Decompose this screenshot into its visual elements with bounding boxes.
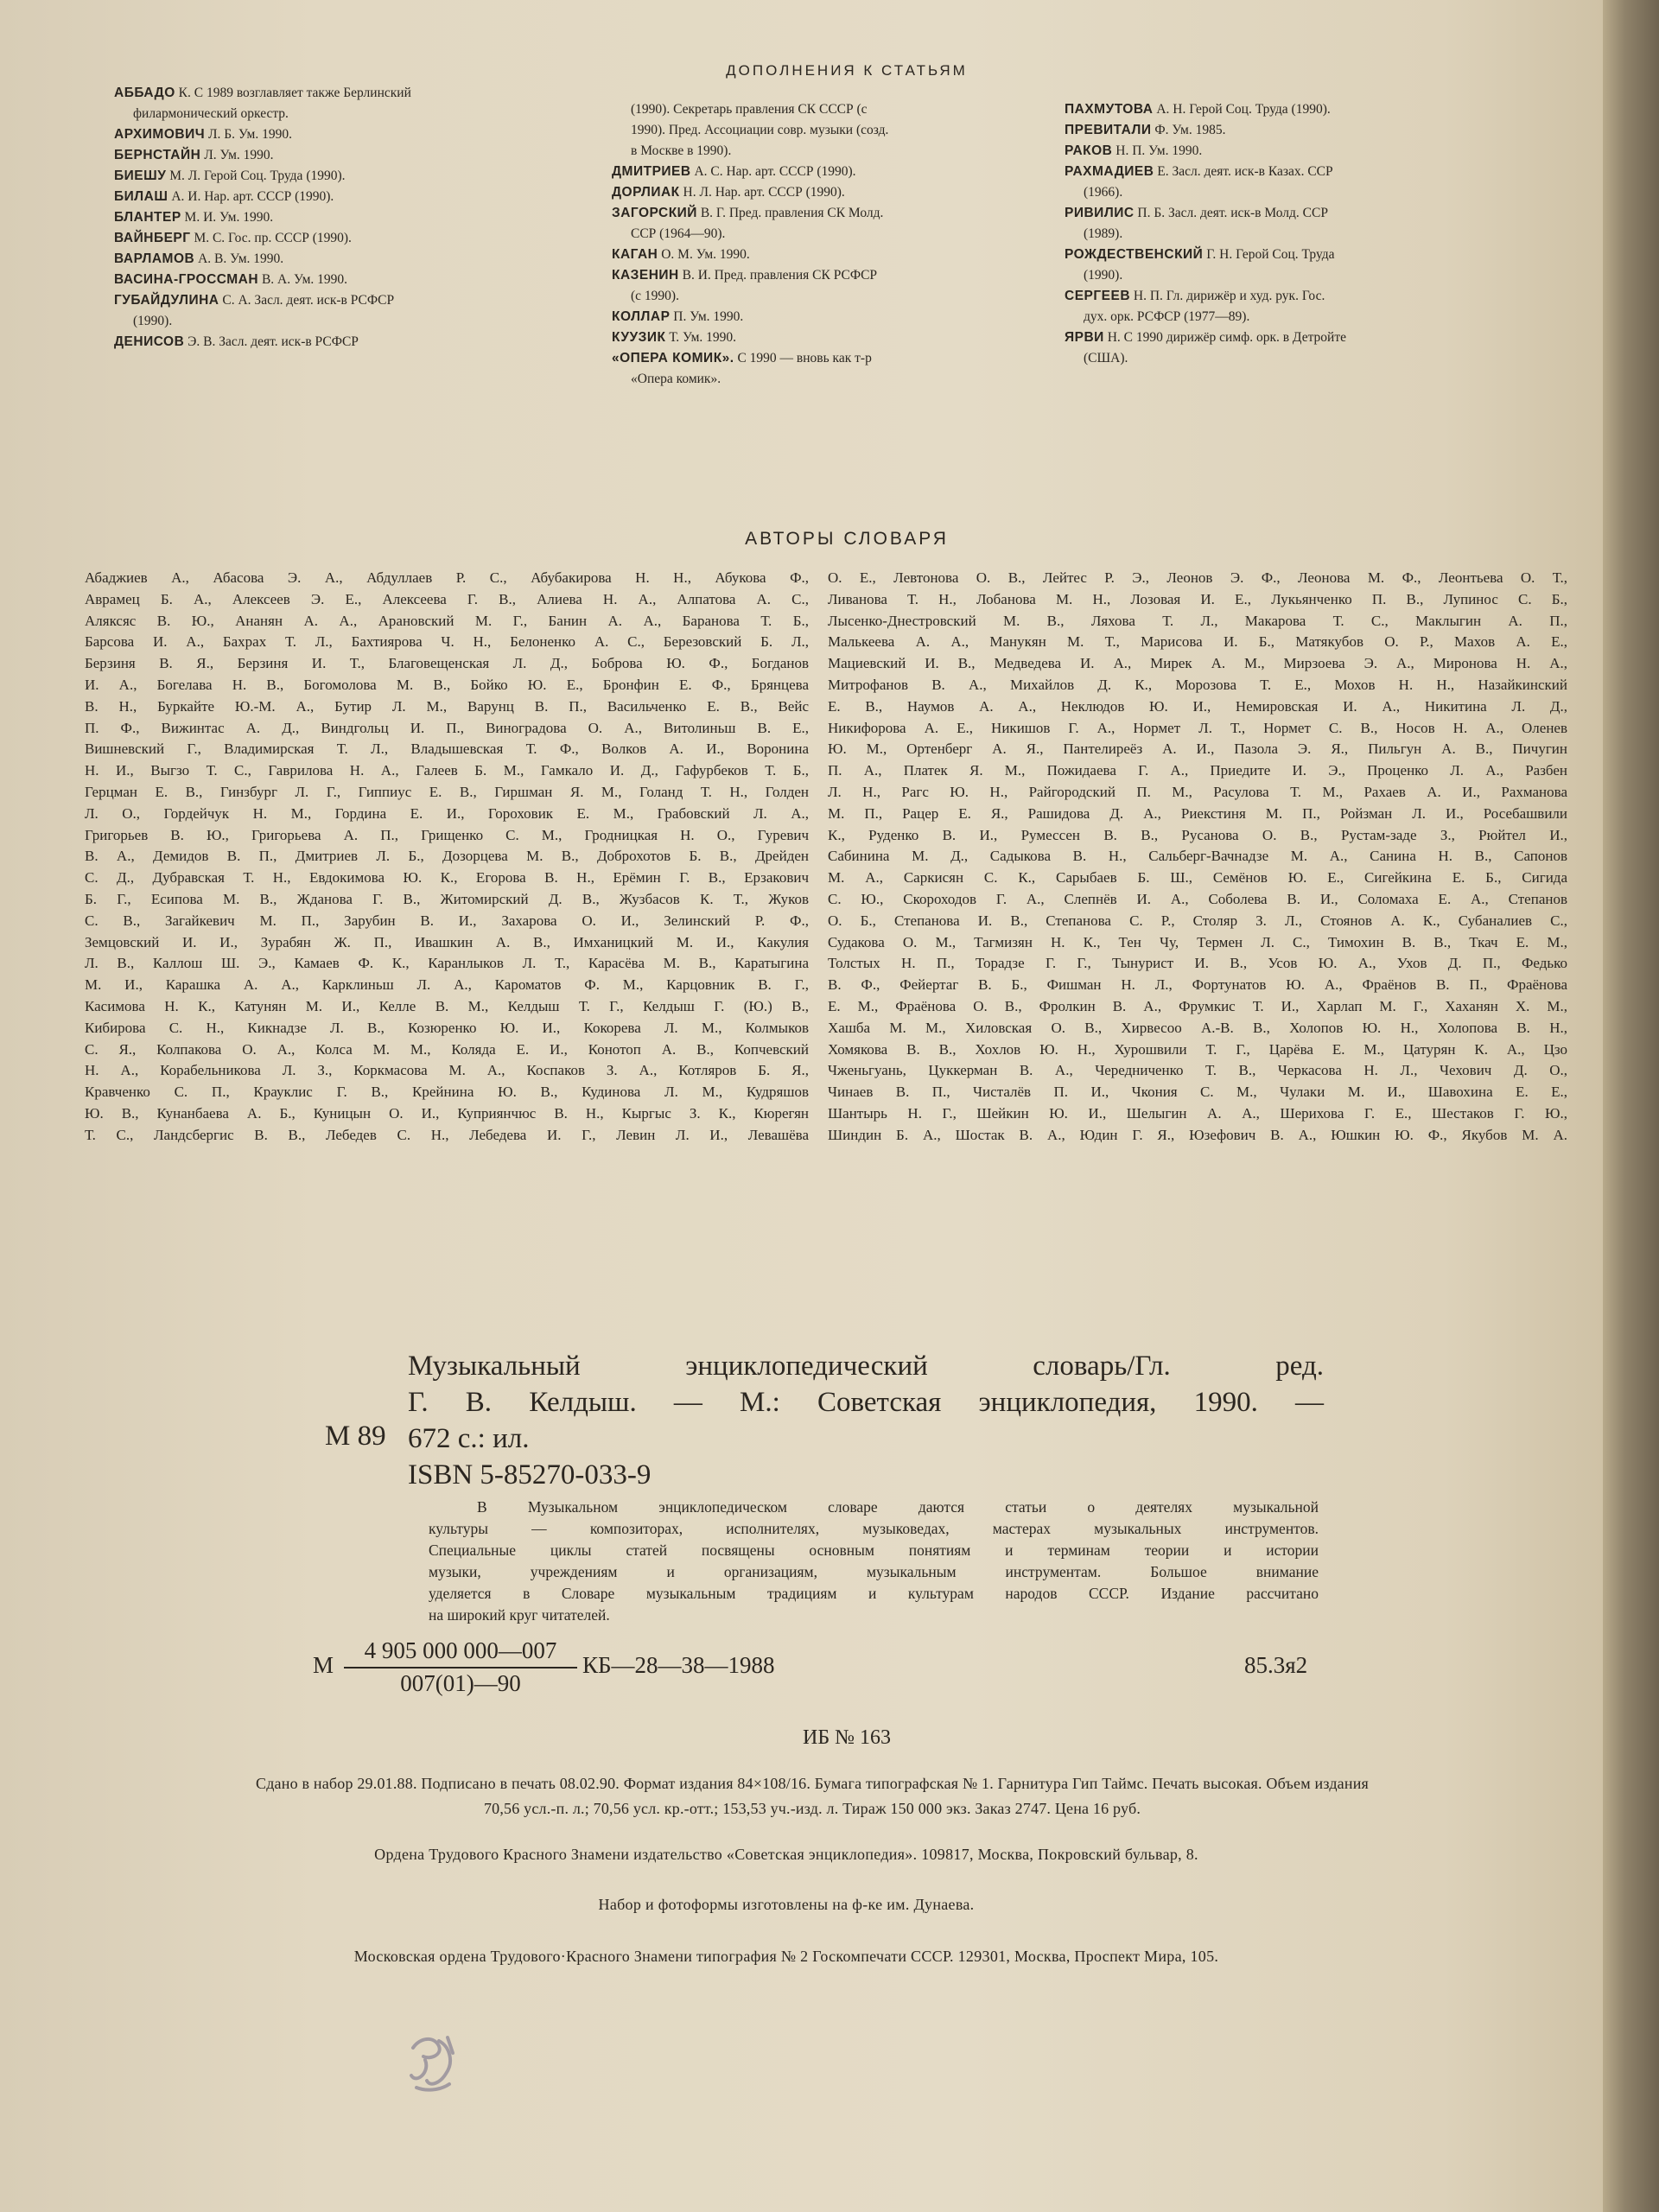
entry-text: М. И. Ум. 1990. <box>184 210 274 225</box>
entry-text: Н. П. Ум. 1990. <box>1116 143 1203 158</box>
addition-entry <box>1065 162 1531 182</box>
entry-text: А. И. Нар. арт. СССР (1990). <box>171 189 334 204</box>
entry-text: Е. Засл. деят. иск-в Казах. ССР <box>1157 164 1333 179</box>
entry-headword: РАХМАДИЕВ <box>1065 164 1154 179</box>
entry-headword: ЯРВИ <box>1065 330 1104 345</box>
additions-title: ДОПОЛНЕНИЯ К СТАТЬЯМ <box>726 62 968 79</box>
entry-text: А. Н. Герой Соц. Труда (1990). <box>1156 102 1331 117</box>
entry-text: (1990). Секретарь правления СК СССР (с <box>631 102 868 117</box>
addition-entry <box>612 182 1052 203</box>
author-line: П. Ф., Вижинтас А. Д., Виндгольц И. П., Виноградова О. А., Витолиньш В. Е., <box>85 719 809 736</box>
annotation-line: на широкий круг читателей. <box>429 1606 610 1624</box>
catalog-line: 672 с.: ил. <box>408 1423 530 1454</box>
entry-headword: РИВИЛИС <box>1065 206 1135 220</box>
ib-number: ИБ № 163 <box>802 1726 891 1749</box>
entry-text: В. Г. Пред. правления СК Молд. <box>700 206 884 220</box>
annotation-line: Специальные циклы статей посвящены основным понятиям и терминам теории и истории <box>429 1541 1319 1559</box>
entry-text: (1966). <box>1084 185 1123 200</box>
author-line: Чинаев В. П., Чисталёв П. И., Чкония С. М., Чулаки М. И., Шавохина Е. Е., <box>828 1084 1567 1101</box>
authors-title: АВТОРЫ СЛОВАРЯ <box>745 529 949 549</box>
entry-text: Г. Н. Герой Соц. Труда <box>1206 247 1335 262</box>
author-line: Ю. В., Кунанбаева А. Б., Куницын О. И., Куприянчюс В. Н., Кыргыс З. К., Кюрегян <box>85 1104 809 1122</box>
entry-text: В. И. Пред. правления СК РСФСР <box>682 268 878 283</box>
entry-text: (1989). <box>1084 226 1123 241</box>
author-line: Б. Г., Есипова М. В., Жданова Г. В., Житомирский Д. В., Жузбасов К. Т., Жуков <box>85 890 809 907</box>
addition-entry <box>612 141 1052 162</box>
author-line: Касимова Н. К., Катунян М. И., Келле В. М., Келдыш Т. Г., Келдыш Г. (Ю.) В., <box>85 997 809 1014</box>
entry-text: А. С. Нар. арт. СССР (1990). <box>694 164 856 179</box>
printer-line: Московская ордена Трудового·Красного Знамени типография № 2 Госкомпечати СССР. 129301, Москва, Проспект Мира, 105. <box>353 1948 1219 1965</box>
author-line: Е. М., Фраёнова О. В., Фролкин В. А., Фрумкис Т. И., Харлап М. Г., Хаханян Х. М., <box>828 997 1567 1014</box>
entry-text: «Опера комик». <box>631 372 721 386</box>
ink-stamp-mark <box>404 2031 461 2094</box>
addition-entry <box>612 307 1052 327</box>
fraction-denominator: 007(01)—90 <box>400 1670 521 1696</box>
addition-entry <box>612 327 1052 348</box>
addition-entry <box>612 245 1052 265</box>
entry-headword: ДМИТРИЕВ <box>612 164 691 179</box>
additions-column-1 <box>114 83 598 353</box>
author-line: Малькеева А. А., Манукян М. Т., Марисова И. Б., Матякубов О. Р., Махов А. Е., <box>828 633 1567 651</box>
entry-headword: ВАРЛАМОВ <box>114 251 195 266</box>
author-line: Кибирова С. Н., Кикнадзе Л. В., Козюренко Ю. И., Кокорева Л. М., Колмыков <box>85 1019 809 1036</box>
entry-text: В. А. Ум. 1990. <box>261 272 348 287</box>
author-line: Шантырь Н. Г., Шейкин Ю. И., Шелыгин А. А., Шерихова Г. Е., Шестаков Г. Ю., <box>828 1104 1567 1122</box>
annotation-line: музыки, учреждениям и организациям, музыкальным инструментам. Большое внимание <box>429 1563 1319 1580</box>
annotation <box>429 1497 1319 1626</box>
author-line: Е. В., Наумов А. А., Неклюдов Ю. И., Немировская И. А., Никитина Л. Д., <box>828 697 1567 715</box>
addition-entry <box>114 207 598 228</box>
entry-headword: АББАДО <box>114 86 175 100</box>
entry-text: П. Б. Засл. деят. иск-в Молд. ССР <box>1137 206 1328 220</box>
author-line: Григорьев В. Ю., Григорьева А. П., Грищенко С. М., Гродницкая Н. О., Гуревич <box>85 826 809 843</box>
entry-headword: АРХИМОВИЧ <box>114 127 206 142</box>
author-line: Л. В., Каллош Ш. Э., Камаев Ф. К., Каранлыков Л. Т., Карасёва М. В., Каратыгина <box>85 955 809 972</box>
addition-entry <box>612 120 1052 141</box>
author-line: Ю. М., Ортенберг А. Я., Пантелиреёз А. И., Пазола Э. Я., Пильгун А. В., Пичугин <box>828 741 1567 758</box>
entry-text: 1990). Пред. Ассоциации совр. музыки (созд. <box>631 123 889 137</box>
entry-headword: БЕРНСТАЙН <box>114 148 201 162</box>
author-line: Мациевский И. В., Медведева И. А., Мирек А. М., Мирзоева Э. А., Миронова Н. А., <box>828 655 1567 672</box>
author-line: Герцман Е. В., Гинзбург Л. Г., Гиппиус Е. В., Гиршман Я. М., Голанд Т. Н., Голден <box>85 783 809 800</box>
classification-code: 85.3я2 <box>1244 1652 1308 1678</box>
author-line: Никифорова А. Е., Никишов Г. А., Нормет Л. Т., Нормет С. В., Носов Н. А., Оленев <box>828 719 1567 736</box>
entry-headword: РОЖДЕСТВЕНСКИЙ <box>1065 247 1204 262</box>
index-fraction <box>344 1636 577 1698</box>
entry-text: (1990). <box>1084 268 1123 283</box>
entry-text: Н. С 1990 дирижёр симф. орк. в Детройте <box>1107 330 1346 345</box>
entry-text: Л. Ум. 1990. <box>204 148 274 162</box>
addition-entry <box>612 203 1052 224</box>
entry-text: К. С 1989 возглавляет также Берлинский <box>178 86 411 100</box>
author-line: О. Е., Левтонова О. В., Лейтес Р. Э., Леонов Э. Ф., Леонова М. Ф., Леонтьева О. Т., <box>828 569 1567 586</box>
annotation-line: уделяется в Словаре музыкальным традициям и культурам народов СССР. Издание рассчитано <box>429 1585 1319 1602</box>
entry-headword: БЛАНТЕР <box>114 210 181 225</box>
author-line: И. А., Богелава Н. В., Богомолова М. В., Бойко Ю. Е., Бронфин Е. Ф., Брянцева <box>85 676 809 693</box>
addition-entry <box>114 166 598 187</box>
addition-entry <box>114 228 598 249</box>
fraction-numerator: 4 905 000 000—007 <box>344 1636 577 1669</box>
entry-headword: КАГАН <box>612 247 658 262</box>
entry-text: П. Ум. 1990. <box>673 309 744 324</box>
author-line: Толстых Н. П., Торадзе Г. Г., Тынурист И. В., Усов Ю. А., Ухов Д. П., Федько <box>828 955 1567 972</box>
addition-entry <box>612 348 1052 369</box>
author-line: Хашба М. М., Хиловская О. В., Хирвесоо А.-В. В., Холопов Ю. Н., Холопова В. Н., <box>828 1019 1567 1036</box>
entry-headword: ПРЕВИТАЛИ <box>1065 123 1152 137</box>
catalog-code: М 89 <box>325 1421 386 1452</box>
author-line: Судакова О. М., Тагмизян Н. К., Тен Чу, Термен Л. С., Тимохин В. В., Ткач Е. М., <box>828 933 1567 950</box>
addition-entry <box>612 369 1052 390</box>
author-line: О. Б., Степанова И. В., Степанова С. Р., Столяр З. Л., Стоянов А. К., Субаналиев С., <box>828 912 1567 929</box>
entry-headword: ЗАГОРСКИЙ <box>612 206 697 220</box>
entry-text: М. Л. Герой Соц. Труда (1990). <box>169 168 346 183</box>
addition-entry <box>114 332 598 353</box>
authors-column-right <box>828 568 1567 1147</box>
addition-entry <box>114 270 598 290</box>
author-line: М. И., Карашка А. А., Карклиньш Л. А., Кароматов Ф. М., Карцовник В. Г., <box>85 976 809 994</box>
author-line: Митрофанов В. А., Михайлов Д. К., Морозова Т. Е., Мохов Н. Н., Назайкинский <box>828 676 1567 693</box>
entry-text: Н. П. Гл. дирижёр и худ. рук. Гос. <box>1133 289 1325 303</box>
author-line: В. Н., Буркайте Ю.-М. А., Бутир Л. М., Варунц В. П., Васильченко Е. В., Вейс <box>85 697 809 715</box>
authors-column-left <box>85 568 809 1147</box>
addition-entry <box>1065 245 1531 265</box>
author-line: Кравченко С. П., Крауклис Г. В., Крейнина Ю. В., Кудинова Л. М., Кудряшов <box>85 1084 809 1101</box>
entry-headword: КУУЗИК <box>612 330 666 345</box>
entry-headword: «ОПЕРА КОМИК». <box>612 351 734 365</box>
entry-text: М. С. Гос. пр. СССР (1990). <box>194 231 352 245</box>
publisher-line: Ордена Трудового Красного Знамени издательство «Советская энциклопедия». 109817, Москва, Покровский бульвар, 8. <box>374 1846 1198 1863</box>
addition-entry <box>1065 99 1531 120</box>
entry-text: С. А. Засл. деят. иск-в РСФСР <box>222 293 395 308</box>
author-line: Хомякова В. В., Хохлов Ю. Н., Хурошвили Т. Г., Царёва Е. М., Цатурян К. А., Цзо <box>828 1040 1567 1058</box>
author-line: С. Д., Дубравская Т. Н., Евдокимова Ю. К., Егорова В. Н., Ерёмин Г. В., Ерзакович <box>85 869 809 887</box>
addition-entry <box>1065 203 1531 224</box>
annotation-line: культуры — композиторах, исполнителях, музыковедах, мастерах музыкальных инструментов. <box>429 1520 1319 1537</box>
entry-headword: БИЛАШ <box>114 189 168 204</box>
author-line: Т. С., Ландсбергис В. В., Лебедев С. Н., Лебедева И. Г., Левин Л. И., Левашёва <box>85 1126 809 1143</box>
entry-headword: ДОРЛИАК <box>612 185 680 200</box>
author-line: Чженьгуань, Цуккерман В. А., Чередниченко Т. В., Черкасова Н. Л., Чехович Д. О., <box>828 1062 1567 1079</box>
catalog-line: Г. В. Келдыш. — М.: Советская энциклопедия, 1990. — <box>408 1387 1324 1418</box>
addition-entry <box>114 104 598 124</box>
entry-headword: КОЛЛАР <box>612 309 671 324</box>
author-line: Сабинина М. Д., Садыкова В. Н., Сальберг-Вачнадзе М. А., Санина Н. В., Сапонов <box>828 848 1567 865</box>
author-line: Лысенко-Днестровский М. В., Ляхова Т. Л., Макарова Т. С., Маклыгин А. П., <box>828 612 1567 629</box>
author-line: Шиндин Б. А., Шостак В. А., Юдин Г. Я., Юзефович В. А., Юшкин Ю. Ф., Якубов М. А. <box>828 1126 1567 1143</box>
author-line: Абаджиев А., Абасова Э. А., Абдуллаев Р. С., Абубакирова Н. Н., Абукова Ф., <box>85 569 809 586</box>
author-line: В. Ф., Фейертаг В. Б., Фишман Н. Л., Фортунатов Ю. А., Фраёнов В. П., Фраёнова <box>828 976 1567 994</box>
author-line: Берзиня В. Я., Берзиня И. Т., Благовещенская Л. Д., Боброва Ю. Ф., Богданов <box>85 655 809 672</box>
typesetting-line: Набор и фотоформы изготовлены на ф-ке им. Дунаева. <box>598 1896 975 1913</box>
entry-text: (с 1990). <box>631 289 679 303</box>
entry-headword: ВАСИНА-ГРОССМАН <box>114 272 259 287</box>
entry-headword: РАКОВ <box>1065 143 1113 158</box>
entry-text: О. М. Ум. 1990. <box>661 247 750 262</box>
catalog-line: ISBN 5-85270-033-9 <box>408 1459 652 1491</box>
addition-entry <box>1065 224 1531 245</box>
catalog-line: Музыкальный энциклопедический словарь/Гл. ред. <box>408 1351 1324 1382</box>
kb-code: КБ—28—38—1988 <box>582 1652 775 1678</box>
author-line: Аврамец Б. А., Алексеев Э. Е., Алексеева Г. В., Алиева Н. А., Алпатова А. С., <box>85 590 809 607</box>
addition-entry <box>1065 286 1531 307</box>
entry-text: ССР (1964—90). <box>631 226 726 241</box>
addition-entry <box>114 145 598 166</box>
entry-text: А. В. Ум. 1990. <box>198 251 284 266</box>
author-line: Земцовский И. И., Зурабян Ж. П., Ивашкин А. В., Имханицкий М. И., Какулия <box>85 933 809 950</box>
author-line: С. Я., Колпакова О. А., Колса М. М., Коляда Е. И., Конотоп А. В., Копчевский <box>85 1040 809 1058</box>
entry-text: Т. Ум. 1990. <box>669 330 737 345</box>
addition-entry <box>114 187 598 207</box>
author-line: Ливанова Т. Н., Лобанова М. Н., Лозовая И. Е., Лукьянченко П. В., Лупинос С. Б., <box>828 590 1567 607</box>
additions-column-2 <box>612 99 1052 390</box>
author-line: В. А., Демидов В. П., Дмитриев Л. Б., Дозорцева М. В., Доброхотов Б. В., Дрейден <box>85 848 809 865</box>
addition-entry <box>114 124 598 145</box>
entry-headword: ВАЙНБЕРГ <box>114 231 191 245</box>
addition-entry <box>612 162 1052 182</box>
index-letter: М <box>313 1652 334 1678</box>
entry-headword: ПАХМУТОВА <box>1065 102 1154 117</box>
entry-headword: ДЕНИСОВ <box>114 334 185 349</box>
author-line: Н. А., Корабельникова Л. З., Коркмасова М. А., Коспаков З. А., Котляров Б. Я., <box>85 1062 809 1079</box>
additions-column-3 <box>1065 99 1531 369</box>
addition-entry <box>612 224 1052 245</box>
addition-entry <box>1065 265 1531 286</box>
author-line: Аляксяс В. Ю., Ананян А. А., Арановский М. Г., Банин А. А., Баранова Т. Б., <box>85 612 809 629</box>
entry-text: в Москве в 1990). <box>631 143 732 158</box>
author-line: Н. И., Выгзо Т. С., Гаврилова Н. А., Галеев Б. М., Гамкало И. Д., Гафурбеков Т. Б., <box>85 762 809 779</box>
entry-text: С 1990 — вновь как т-р <box>737 351 872 365</box>
entry-text: (1990). <box>133 314 173 328</box>
entry-text: Э. В. Засл. деят. иск-в РСФСР <box>188 334 359 349</box>
imprint-line: 70,56 усл.-п. л.; 70,56 усл. кр.-отт.; 153,53 уч.-изд. л. Тираж 150 000 экз. Заказ 2747. Цена 16 руб. <box>483 1800 1141 1817</box>
entry-text: Ф. Ум. 1985. <box>1154 123 1226 137</box>
entry-text: (США). <box>1084 351 1128 365</box>
catalog-entry <box>408 1348 1324 1493</box>
author-line: П. А., Платек Я. М., Пожидаева Г. А., Приедите И. Э., Проценко Л. А., Разбен <box>828 762 1567 779</box>
author-line: Барсова И. А., Бахрах Т. Л., Бахтиярова Ч. Н., Белоненко А. С., Березовский Б. Л., <box>85 633 809 651</box>
author-line: Л. О., Гордейчук Н. М., Гордина Е. И., Гороховик Е. М., Грабовский Л. А., <box>85 804 809 822</box>
entry-headword: ГУБАЙДУЛИНА <box>114 293 219 308</box>
author-line: С. Ю., Скороходов Г. А., Слепнёв И. А., Соболева В. И., Соломаха Е. А., Степанов <box>828 890 1567 907</box>
addition-entry <box>612 265 1052 286</box>
addition-entry <box>114 249 598 270</box>
addition-entry <box>1065 348 1531 369</box>
entry-headword: КАЗЕНИН <box>612 268 679 283</box>
entry-text: Н. Л. Нар. арт. СССР (1990). <box>683 185 845 200</box>
addition-entry <box>1065 120 1531 141</box>
addition-entry <box>1065 327 1531 348</box>
annotation-line: В Музыкальном энциклопедическом словаре даются статьи о деятелях музыкальной <box>477 1498 1319 1516</box>
addition-entry <box>1065 141 1531 162</box>
imprint-details <box>17 1771 1603 1821</box>
entry-text: Л. Б. Ум. 1990. <box>208 127 292 142</box>
entry-headword: СЕРГЕЕВ <box>1065 289 1131 303</box>
addition-entry <box>114 83 598 104</box>
page-edge-shadow <box>1603 0 1659 2212</box>
entry-headword: БИЕШУ <box>114 168 167 183</box>
addition-entry <box>612 286 1052 307</box>
addition-entry <box>1065 182 1531 203</box>
author-line: К., Руденко В. И., Румессен В. В., Русанова О. В., Рустам-заде З., Рюйтел И., <box>828 826 1567 843</box>
addition-entry <box>612 99 1052 120</box>
imprint-line: Сдано в набор 29.01.88. Подписано в печать 08.02.90. Формат издания 84×108/16. Бумага типографская № 1. Гарнитура Гип Таймс. Печать высокая. Объем издания <box>255 1775 1370 1792</box>
addition-entry <box>114 290 598 311</box>
author-line: М. А., Саркисян С. К., Сарыбаев Б. Ш., Семёнов Ю. Е., Сигейкина Е. Б., Сигида <box>828 869 1567 887</box>
author-line: М. П., Рацер Е. Я., Рашидова Д. А., Риекстиня М. П., Ройзман Л. И., Росебашвили <box>828 804 1567 822</box>
addition-entry <box>1065 307 1531 327</box>
author-line: С. В., Загайкевич М. П., Зарубин В. И., Захарова О. И., Зелинский Р. Ф., <box>85 912 809 929</box>
author-line: Л. Н., Рагс Ю. Н., Райгородский П. М., Расулова Т. М., Рахаев А. И., Рахманова <box>828 783 1567 800</box>
addition-entry <box>114 311 598 332</box>
entry-text: дух. орк. РСФСР (1977—89). <box>1084 309 1250 324</box>
entry-text: филармонический оркестр. <box>133 106 289 121</box>
author-line: Вишневский Г., Владимирская Т. Л., Владышевская Т. Ф., Волков А. И., Воронина <box>85 741 809 758</box>
